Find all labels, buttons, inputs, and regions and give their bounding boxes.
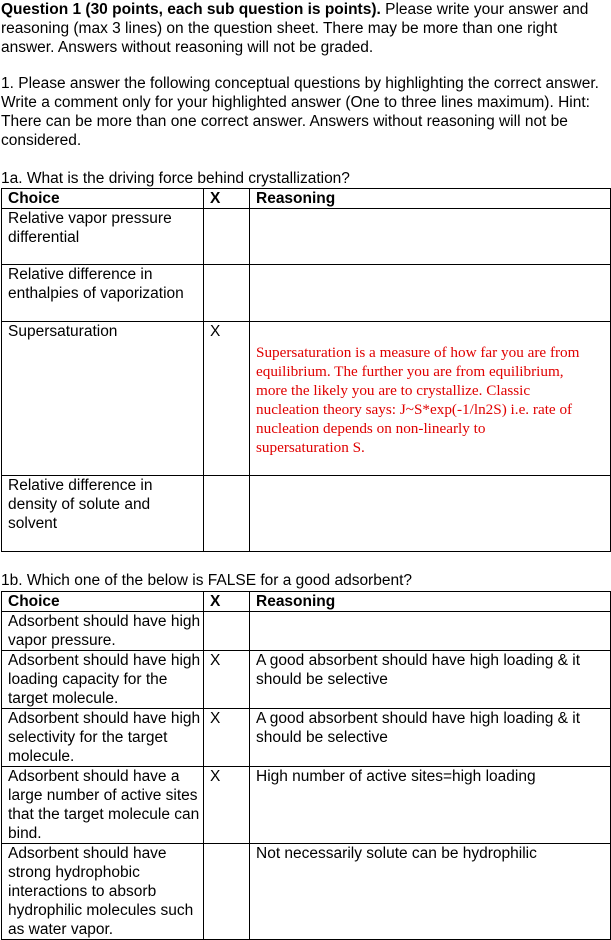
choice-cell: Adsorbent should have high vapor pressure. (2, 612, 204, 651)
table-row (2, 709, 611, 767)
choice-cell: Supersaturation (2, 322, 204, 476)
x-cell: X (204, 651, 250, 709)
question-1a-table (1, 188, 611, 552)
reasoning-cell-answer: Supersaturation is a measure of how far you are from equilibrium. The further you are from equilibrium, more the likely you are to crystallize. Classic nucleation theory says: J~S*exp(-1/ln2S) i.e. rate of nucleation depends on non-linearly to supersaturation S. (250, 322, 611, 476)
choice-cell: Relative difference in enthalpies of vaporization (2, 265, 204, 322)
x-cell (204, 476, 250, 552)
header-x: X (204, 189, 250, 209)
choice-cell: Adsorbent should have high loading capacity for the target molecule. (2, 651, 204, 709)
reasoning-cell: A good absorbent should have high loading & it should be selective (250, 651, 611, 709)
table-row (2, 265, 611, 322)
table-row (2, 844, 611, 940)
question-intro (1, 0, 609, 57)
x-cell: X (204, 709, 250, 767)
question-1a-title: 1a. What is the driving force behind crystallization? (1, 170, 350, 187)
x-cell (204, 209, 250, 265)
reasoning-cell (250, 476, 611, 552)
reasoning-cell (250, 612, 611, 651)
choice-cell: Adsorbent should have a large number of active sites that the target molecule can bind. (2, 767, 204, 844)
table-row (2, 209, 611, 265)
question-instructions: Please write your answer and reasoning (max 3 lines) on the question sheet. There may be more than one right answer. Answers without reasoning will not be graded. (1, 1, 589, 56)
question-1b-table (1, 591, 611, 940)
reasoning-cell: A good absorbent should have high loading & it should be selective (250, 709, 611, 767)
reasoning-cell (250, 265, 611, 322)
header-choice: Choice (2, 592, 204, 612)
table-row (2, 322, 611, 476)
question-1b-title: 1b. Which one of the below is FALSE for a good adsorbent? (1, 572, 413, 589)
header-choice: Choice (2, 189, 204, 209)
x-cell: X (204, 322, 250, 476)
table-header-row (2, 592, 611, 612)
choice-cell: Adsorbent should have strong hydrophobic interactions to absorb hydrophilic molecules such as water vapor. (2, 844, 204, 940)
header-reasoning: Reasoning (250, 592, 611, 612)
question-1-text: 1. Please answer the following conceptual questions by highlighting the correct answer. Write a comment only for your highlighted answer (One to three lines maximum). Hint: There can be more than one correct answer. Answers without reasoning will not be considered. (1, 75, 599, 149)
table-header-row (2, 189, 611, 209)
choice-cell: Relative vapor pressure differential (2, 209, 204, 265)
choice-cell: Relative difference in density of solute and solvent (2, 476, 204, 552)
choice-cell: Adsorbent should have high selectivity for the target molecule. (2, 709, 204, 767)
reasoning-cell (250, 209, 611, 265)
reasoning-cell: Not necessarily solute can be hydrophilic (250, 844, 611, 940)
x-cell (204, 265, 250, 322)
x-cell (204, 844, 250, 940)
x-cell: X (204, 767, 250, 844)
table-row (2, 476, 611, 552)
table-row (2, 651, 611, 709)
table-row (2, 767, 611, 844)
x-cell (204, 612, 250, 651)
header-reasoning: Reasoning (250, 189, 611, 209)
table-row (2, 612, 611, 651)
question-heading: Question 1 (30 points, each sub question is points). (1, 1, 381, 18)
header-x: X (204, 592, 250, 612)
reasoning-cell: High number of active sites=high loading (250, 767, 611, 844)
